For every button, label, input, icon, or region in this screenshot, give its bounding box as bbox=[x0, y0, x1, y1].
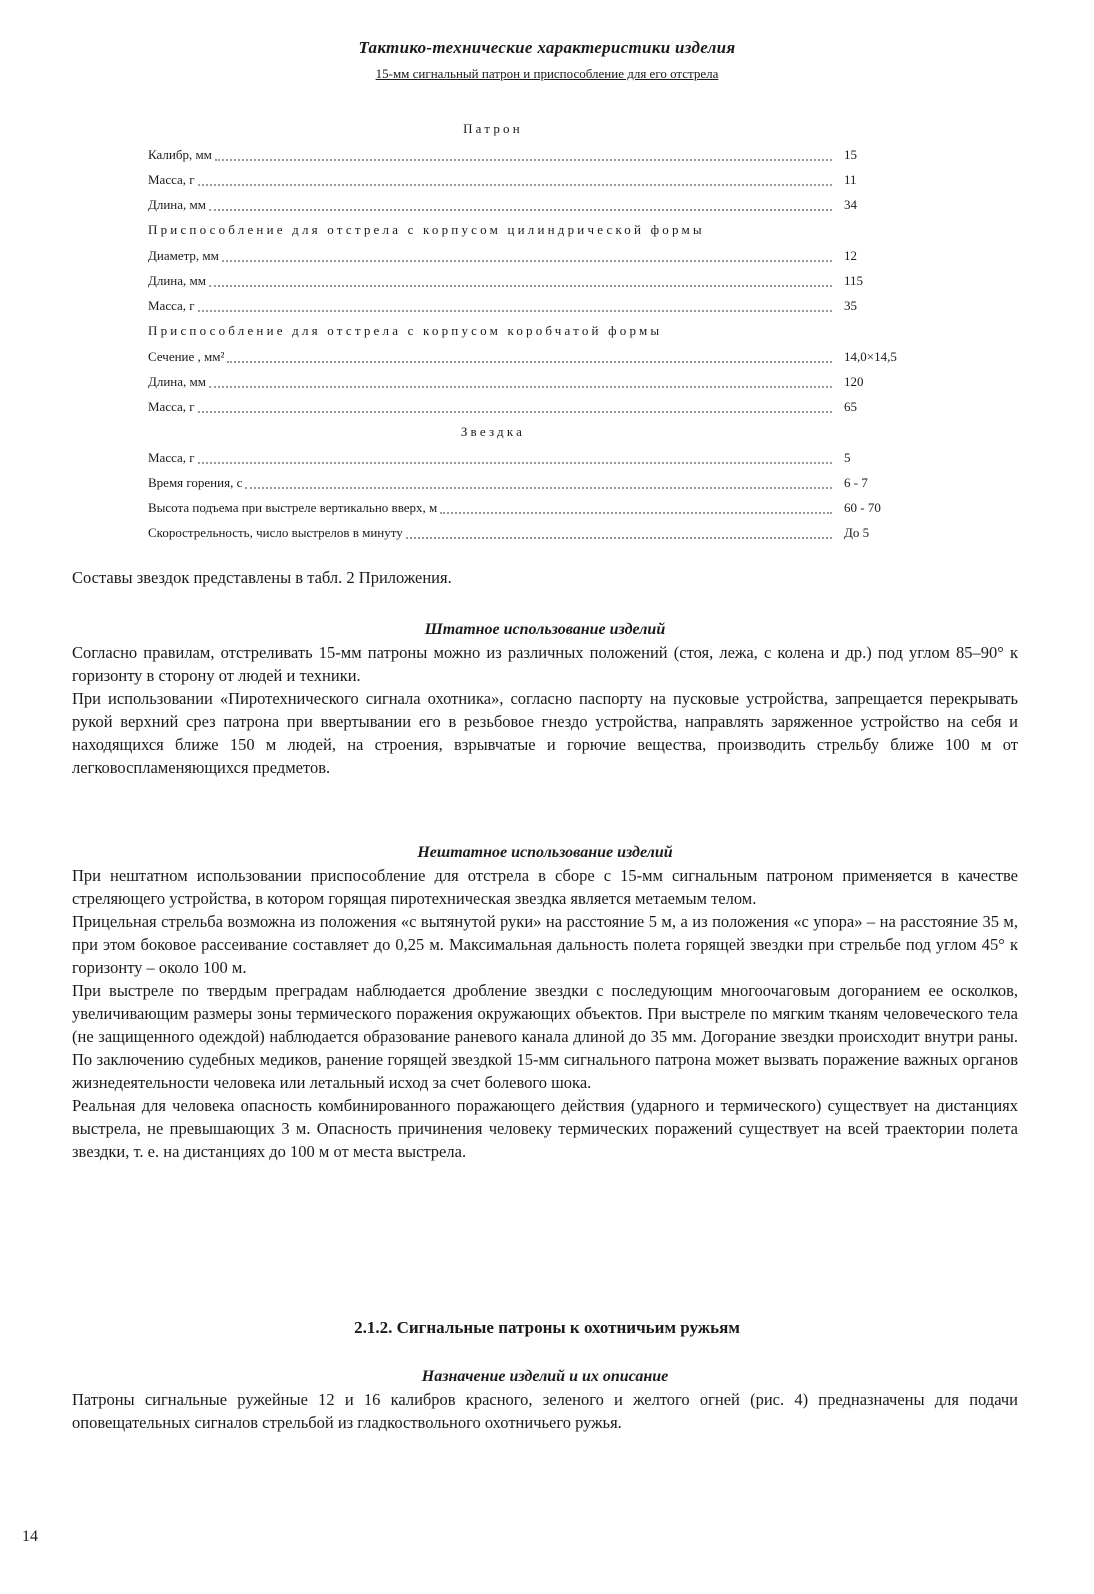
spec-value: 65 bbox=[844, 399, 857, 414]
irregular-use-section bbox=[72, 842, 1018, 1163]
document-subtitle: 15-мм сигнальный патрон и приспособление для его отстрела bbox=[375, 66, 719, 81]
spec-value: 6 - 7 bbox=[844, 475, 868, 490]
spec-section-heading: Звездка bbox=[460, 424, 526, 439]
document-title: Тактико-технические характеристики изделия bbox=[358, 38, 736, 57]
spec-row bbox=[148, 394, 928, 419]
dot-leader bbox=[227, 360, 832, 363]
spec-section-heading: Приспособление для отстрела с корпусом цилиндрической формы bbox=[148, 222, 705, 237]
purpose-section bbox=[72, 1366, 1018, 1434]
spec-label: Длина, мм bbox=[148, 197, 206, 212]
spec-label: Масса, г bbox=[148, 298, 195, 313]
dot-leader bbox=[209, 385, 832, 388]
paragraph: При использовании «Пиротехнического сигнала охотника», согласно паспорту на пусковые устройства, запрещается перекрывать рукой верхний срез патрона при ввертывании его в резьбовое гнездо устройства, направлять заряженное устройство на себя и находящихся ближе 150 м людей, на строения, взрывчатые и горючие вещества, производить стрельбу ближе 100 м от легковоспламеняющихся предметов. bbox=[72, 689, 1018, 777]
spec-label: Масса, г bbox=[148, 450, 195, 465]
spec-row bbox=[148, 192, 928, 217]
spec-row bbox=[148, 142, 928, 167]
dot-leader bbox=[198, 309, 832, 312]
spec-row bbox=[148, 167, 928, 192]
spec-label: Масса, г bbox=[148, 172, 195, 187]
spec-row bbox=[148, 520, 928, 545]
spec-label: Скорострельность, число выстрелов в минуту bbox=[148, 525, 403, 540]
dot-leader bbox=[245, 486, 832, 489]
dot-leader bbox=[215, 158, 832, 161]
paragraph: При нештатном использовании приспособление для отстрела в сборе с 15-мм сигнальным патроном применяется в качестве стреляющего устройства, в котором горящая пиротехническая звездка является метаемым телом. bbox=[72, 866, 1018, 908]
chapter-heading: 2.1.2. Сигнальные патроны к охотничьим ружьям bbox=[354, 1318, 740, 1337]
spec-label: Сечение , мм² bbox=[148, 349, 225, 364]
dot-leader bbox=[440, 511, 832, 514]
paragraph: Патроны сигнальные ружейные 12 и 16 калибров красного, зеленого и желтого огней (рис. 4) предназначены для подачи оповещательных сигналов стрельбой из гладкоствольного охотничьего ружья. bbox=[72, 1390, 1018, 1432]
spec-value: 11 bbox=[844, 172, 857, 187]
dot-leader bbox=[209, 284, 832, 287]
paragraph: Согласно правилам, отстреливать 15-мм патроны можно из различных положений (стоя, лежа, с колена и др.) под углом 85–90° к горизонту в сторону от людей и техники. bbox=[72, 643, 1018, 685]
regular-use-section bbox=[72, 619, 1018, 779]
spec-row bbox=[148, 445, 928, 470]
spec-row bbox=[148, 293, 928, 318]
dot-leader bbox=[198, 461, 832, 464]
section-heading: Штатное использование изделий bbox=[424, 621, 666, 638]
paragraph: Прицельная стрельба возможна из положения «с вытянутой руки» на расстояние 5 м, а из положения «с упора» – на расстояние 35 м, при этом боковое рассеивание составляет до 0,25 м. Максимальная дальность полета горящей звездки при стрельбе под углом 45° к горизонту – около 100 м. bbox=[72, 912, 1018, 977]
spec-value: 5 bbox=[844, 450, 851, 465]
section-heading: Назначение изделий и их описание bbox=[421, 1368, 669, 1385]
compositions-note-block bbox=[72, 566, 1018, 589]
spec-row bbox=[148, 369, 928, 394]
spec-label: Калибр, мм bbox=[148, 147, 212, 162]
compositions-note: Составы звездок представлены в табл. 2 Приложения. bbox=[72, 568, 452, 587]
spec-label: Высота подъема при выстреле вертикально вверх, м bbox=[148, 500, 438, 515]
spec-value: 12 bbox=[844, 248, 857, 263]
spec-row bbox=[148, 470, 928, 495]
spec-value: 120 bbox=[844, 374, 864, 389]
section-heading: Нештатное использование изделий bbox=[417, 844, 673, 861]
spec-label: Диаметр, мм bbox=[148, 248, 219, 263]
spec-row bbox=[148, 243, 928, 268]
spec-value: 60 - 70 bbox=[844, 500, 881, 515]
spec-label: Время горения, с bbox=[148, 475, 243, 490]
spec-value: 15 bbox=[844, 147, 857, 162]
spec-row bbox=[148, 344, 928, 369]
paragraph: Реальная для человека опасность комбинированного поражающего действия (ударного и термического) существует на дистанциях выстрела, не превышающих 3 м. Опасность причинения человеку термических поражений существует на всей траектории полета звездки, т. е. на дистанциях до 100 м от места выстрела. bbox=[72, 1096, 1018, 1161]
spec-label: Длина, мм bbox=[148, 273, 206, 288]
dot-leader bbox=[406, 536, 832, 539]
dot-leader bbox=[198, 410, 832, 413]
page-number: 14 bbox=[22, 1528, 38, 1545]
dot-leader bbox=[222, 259, 832, 262]
spec-value: 35 bbox=[844, 298, 857, 313]
spec-label: Длина, мм bbox=[148, 374, 206, 389]
specs-table bbox=[148, 116, 928, 545]
spec-value: 14,0×14,5 bbox=[844, 349, 897, 364]
spec-value: 115 bbox=[844, 273, 864, 288]
spec-row bbox=[148, 495, 928, 520]
spec-section-heading: Приспособление для отстрела с корпусом коробчатой формы bbox=[148, 323, 663, 338]
paragraph: При выстреле по твердым преградам наблюдается дробление звездки с последующим многоочаговым догоранием ее осколков, увеличивающим размеры зоны термического поражения окружающих объектов. При выстреле по мягким тканям человеческого тела (не защищенного одеждой) наблюдается образование раневого канала длиной до 35 мм. Догорание звездки происходит внутри раны. По заключению судебных медиков, ранение горящей звездкой 15-мм сигнального патрона может вызвать поражение важных органов жизнедеятельности человека или летальный исход за счет болевого шока. bbox=[72, 981, 1018, 1092]
spec-row bbox=[148, 268, 928, 293]
dot-leader bbox=[198, 183, 832, 186]
dot-leader bbox=[209, 208, 832, 211]
spec-label: Масса, г bbox=[148, 399, 195, 414]
spec-value: 34 bbox=[844, 197, 857, 212]
spec-section-heading: Патрон bbox=[463, 121, 523, 136]
spec-value: До 5 bbox=[844, 525, 870, 540]
